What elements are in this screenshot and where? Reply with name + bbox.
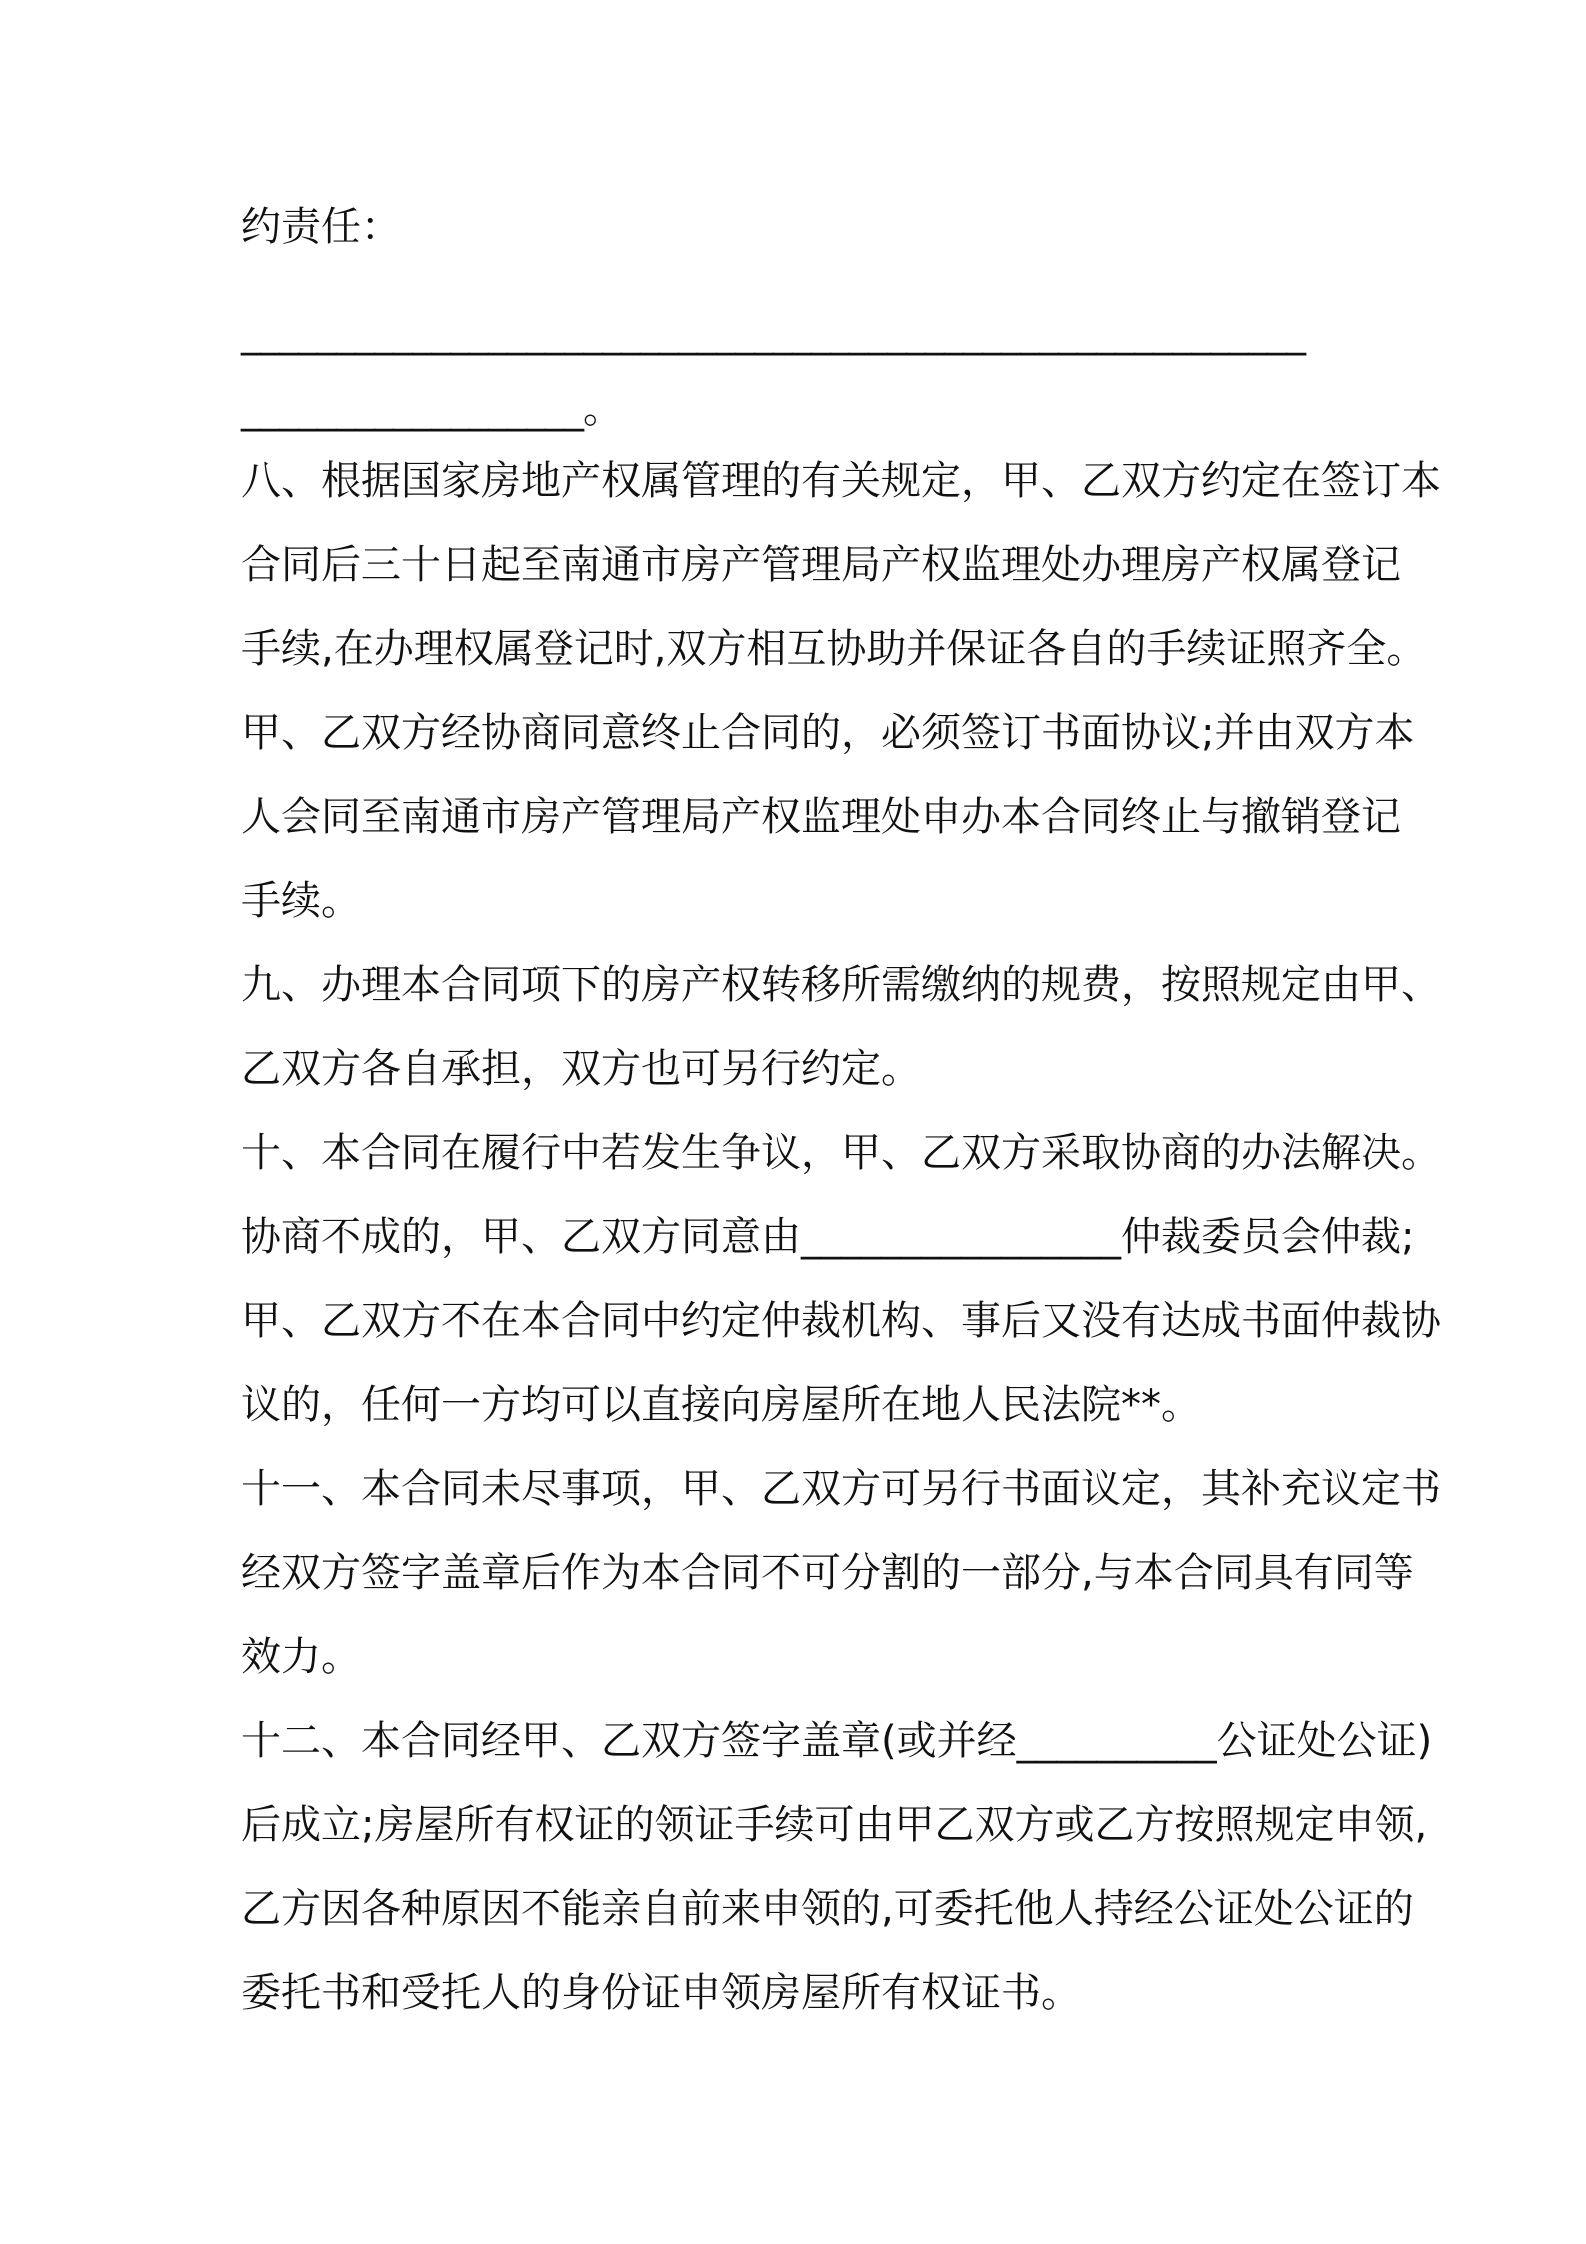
clause-12-line-1: 十二、本合同经甲、乙双方签字盖章(或并经__________公证处公证) bbox=[241, 1718, 1433, 1764]
clause-10-line-4: 议的，任何一方均可以直接向房屋所在地人民法院**。 bbox=[241, 1382, 1201, 1428]
clause-10-line-1: 十、本合同在履行中若发生争议，甲、乙双方采取协商的办法解决。 bbox=[241, 1130, 1441, 1176]
clause-11-line-1: 十一、本合同未尽事项，甲、乙双方可另行书面议定，其补充议定书 bbox=[241, 1466, 1441, 1512]
clause-8-line-5: 人会同至南通市房产管理局产权监理处申办本合同终止与撤销登记 bbox=[241, 794, 1401, 840]
text-line-1: 约责任： bbox=[241, 204, 401, 250]
clause-9-line-2: 乙双方各自承担，双方也可另行约定。 bbox=[241, 1046, 921, 1092]
clause-9-line-1: 九、办理本合同项下的房产权转移所需缴纳的规费，按照规定由甲、 bbox=[241, 962, 1441, 1008]
clause-11-line-2: 经双方签字盖章后作为本合同不可分割的一部分,与本合同具有同等 bbox=[241, 1550, 1414, 1596]
clause-8-line-2: 合同后三十日起至南通市房产管理局产权监理处办理房产权属登记 bbox=[241, 542, 1401, 588]
clause-12-line-3: 乙方因各种原因不能亲自前来申领的,可委托他人持经公证处公证的 bbox=[241, 1886, 1414, 1932]
clause-10-line-2: 协商不成的，甲、乙双方同意由________________仲裁委员会仲裁; bbox=[241, 1214, 1415, 1260]
clause-8-line-3: 手续,在办理权属登记时,双方相互协助并保证各自的手续证照齐全。 bbox=[241, 626, 1427, 672]
clause-8-line-4: 甲、乙双方经协商同意终止合同的，必须签订书面协议;并由双方本 bbox=[241, 710, 1415, 756]
clause-12-line-4: 委托书和受托人的身份证申领房屋所有权证书。 bbox=[241, 1970, 1081, 2016]
clause-8-line-1: 八、根据国家房地产权属管理的有关规定，甲、乙双方约定在签订本 bbox=[241, 458, 1441, 504]
clause-10-line-3: 甲、乙双方不在本合同中约定仲裁机构、事后又没有达成书面仲裁协 bbox=[241, 1298, 1441, 1344]
clause-11-line-3: 效力。 bbox=[241, 1634, 361, 1680]
blank-line-short: __________________。 bbox=[241, 386, 622, 432]
clause-8-line-6: 手续。 bbox=[241, 878, 361, 924]
clause-12-line-2: 后成立;房屋所有权证的领证手续可由甲乙双方或乙方按照规定申领, bbox=[241, 1802, 1428, 1848]
blank-line-full: ________________________________________________________ bbox=[241, 310, 1305, 356]
